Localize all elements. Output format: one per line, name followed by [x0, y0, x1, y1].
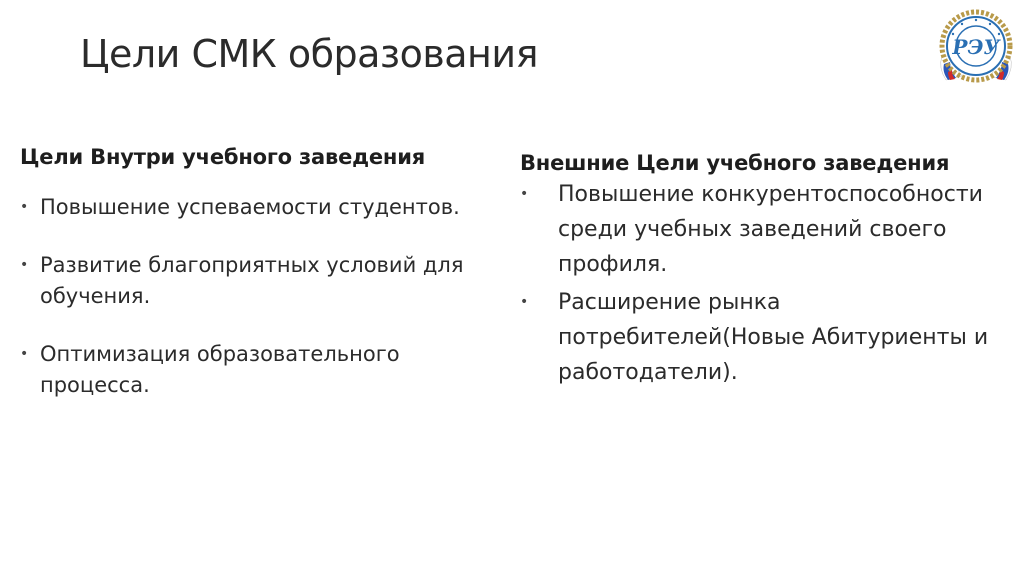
list-item-text: Повышение конкурентоспособности среди учебных заведений своего профиля.	[558, 182, 983, 277]
university-emblem-icon	[936, 6, 1016, 86]
list-item	[20, 339, 490, 401]
slide-title: Цели СМК образования	[80, 32, 538, 76]
right-column-heading: Внешние Цели учебного заведения	[520, 151, 950, 175]
list-item-text: Повышение успеваемости студентов.	[40, 195, 460, 219]
svg-text:РЭУ: РЭУ	[952, 35, 1000, 59]
right-goals-list	[520, 177, 1015, 390]
bullet-icon: •	[20, 257, 29, 273]
left-column-heading: Цели Внутри учебного заведения	[20, 145, 426, 169]
right-column	[520, 151, 1015, 393]
list-item	[20, 192, 490, 223]
list-item	[520, 285, 1015, 390]
list-item-text: Развитие благоприятных условий для обучения.	[40, 253, 464, 308]
list-item-text: Расширение рынка потребителей(Новые Абитуриенты и работодатели).	[558, 290, 989, 385]
bullet-icon: •	[20, 346, 29, 362]
left-goals-list	[20, 192, 490, 401]
list-item	[20, 250, 490, 312]
bullet-icon: •	[520, 294, 529, 310]
left-column	[20, 145, 490, 428]
list-item	[520, 177, 1015, 282]
list-item-text: Оптимизация образовательного процесса.	[40, 342, 400, 397]
bullet-icon: •	[20, 199, 29, 215]
bullet-icon: •	[520, 186, 529, 202]
